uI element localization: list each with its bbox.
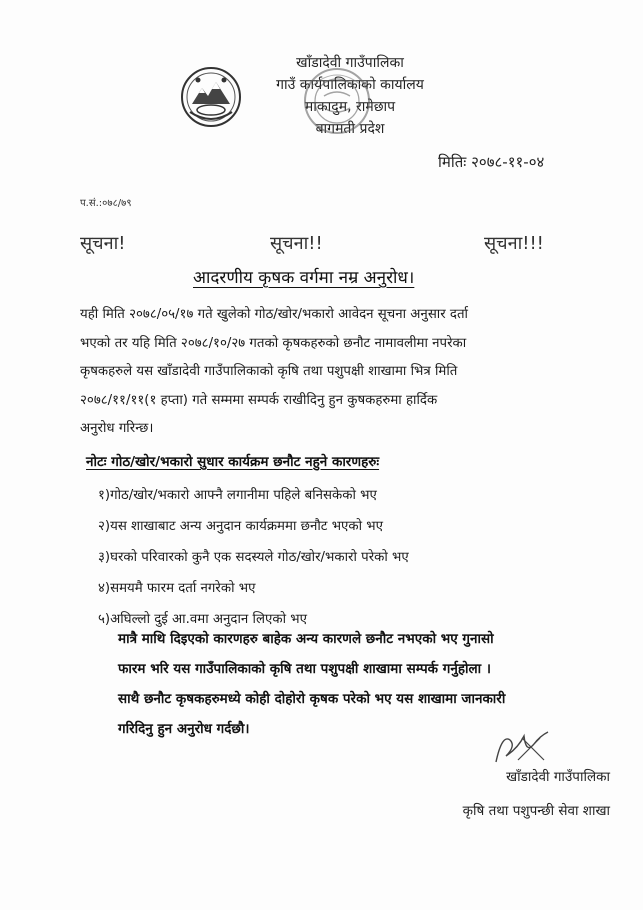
nepal-emblem-icon [180,66,242,128]
body-line: २०७८/११/११(१ हप्ता) गते सम्ममा सम्पर्क राखीदिनु हुन कुषकहरुमा हार्दिक [80,392,438,408]
list-item: २)यस शाखाबाट अन्य अनुदान कार्यक्रममा छनौट भएको भए [98,519,383,534]
province-name: बागमती प्रदेश [315,121,385,137]
list-item: ४)समयमै फारम दर्ता नगरेको भए [98,581,256,596]
office-name: गाउँ कार्यपालिकाको कार्यालय [276,77,424,93]
notice-subject: आदरणीय कृषक वर्गमा नम्र अनुरोध। [193,268,415,288]
body-line: भएको तर यहि मिति २०७८/१०/२७ गतको कृषकहरुको छनौट नामावलीमा नपरेका [80,335,467,351]
body-line: यही मिति २०७८/०५/१७ गते खुलेको गोठ/खोर/भकारो आवेदन सूचना अनुसार दर्ता [80,307,468,322]
office-address: माकादुम, रामेछाप [304,99,396,115]
note-heading: नोटः गोठ/खोर/भकारो सुधार कार्यक्रम छनौट नहुने कारणहरुः [86,454,380,470]
reference-number: प.सं.:०७८/७९ [80,198,132,209]
notice-heading-1: सूचना! [80,233,126,254]
reasons-list [98,480,409,635]
closing-line: साथै छनौट कृषकहरुमध्ये कोही दोहोरो कृषक परेको भए यस शाखामा जानकारी [118,691,506,707]
body-paragraph [80,301,600,444]
body-line: कृषकहरुले यस खाँडादेवी गाउँपालिकाको कृषि तथा पशुपक्षी शाखामा भित्र मिति [80,364,458,379]
closing-line: गरिदिनु हुन अनुरोध गर्दछौ। [118,721,250,737]
notice-heading-3: सूचना!!! [484,233,544,254]
closing-line: मात्रै माथि दिइएको कारणहरु बाहेक अन्य कारणले छनौट नभएको भए गुनासो [118,631,494,647]
list-item: ५)अघिल्लो दुई आ.वमा अनुदान लिएको भए [98,612,307,627]
body-line: अनुरोध गरिन्छ। [80,421,154,436]
sign-off-municipality: खाँडादेवी गाउँपालिका [506,769,610,785]
sign-off-section: कृषि तथा पशुपन्छी सेवा शाखा [462,803,610,819]
list-item: ३)घरको परिवारको कुनै एक सदस्यले गोठ/खोर/भकारो परेको भए [98,550,409,565]
notice-heading-2: सूचना!! [270,233,323,254]
closing-line: फारम भरि यस गाउँपालिकाको कृषि तथा पशुपक्षी शाखामा सम्पर्क गर्नुहोला । [118,661,491,677]
sign-off-block [420,760,610,828]
municipality-name: खाँडादेवी गाउँपालिका [296,55,404,71]
document-date: मितिः २०७८-११-०४ [438,153,545,171]
list-item: १)गोठ/खोर/भकारो आफ्नै लगानीमा पहिले बनिसकेको भए [98,488,377,503]
official-stamp-icon [302,66,372,136]
